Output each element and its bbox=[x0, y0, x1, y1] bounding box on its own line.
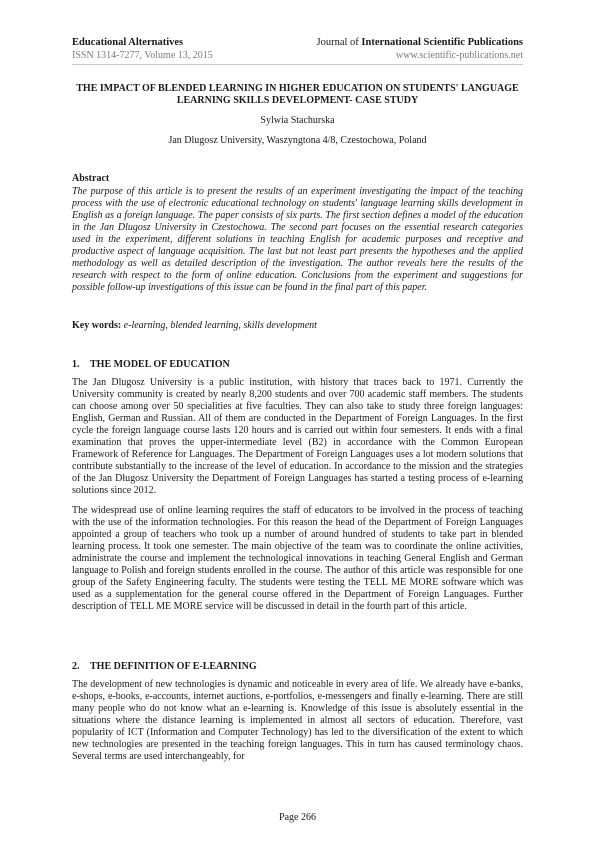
section-number: 2. bbox=[72, 661, 80, 672]
paragraph: The Jan Dlugosz University is a public institution, with history that traces back to 1971. Currently the University community is created by nearly 8,200 students and over 700 academic staff members. The students can choose among over 50 specialities at five faculties. They can also take to study three foreign languages: English, German and Russian. All of them are conducted in the Department of Foreign Languages. In the first cycle the foreign language course lasts 120 hours and is carried out within four semesters. It ends with a final examination that proves the upper-intermediate level (B2) in accordance with the Common European Framework of Reference for Languages. The Department of Foreign Languages uses a lot modern solutions that contribute substantially to the increase of the level of education. In accordance to the mission and the strategies of the Jan Długosz University the Department of Foreign Languages has started a testing process of e-learning solutions since 2012. bbox=[72, 377, 523, 496]
header-divider bbox=[72, 64, 523, 65]
publisher-name: International Scientific Publications bbox=[361, 37, 523, 48]
journal-header-right bbox=[263, 36, 523, 62]
paper-author: Sylwia Stachurska bbox=[260, 115, 335, 126]
journal-name: Educational Alternatives bbox=[72, 37, 184, 48]
section-heading bbox=[72, 359, 230, 371]
section-title: THE MODEL OF EDUCATION bbox=[90, 359, 230, 370]
paper-title: THE IMPACT OF BLENDED LEARNING IN HIGHER EDUCATION ON STUDENTS' LANGUAGE LEARNING SKILLS DEVELOPMENT- CASE STUDY bbox=[76, 83, 519, 106]
page-number: Page 266 bbox=[279, 812, 316, 823]
publisher-prefix: Journal of bbox=[316, 37, 362, 48]
abstract-heading: Abstract bbox=[72, 173, 110, 184]
publisher-title bbox=[263, 36, 523, 49]
keywords-label: Key words: bbox=[72, 320, 122, 331]
section-title: THE DEFINITION OF E-LEARNING bbox=[90, 661, 257, 672]
section-heading bbox=[72, 661, 257, 673]
keywords-list: e-learning, blended learning, skills development bbox=[123, 320, 317, 331]
paragraph: The development of new technologies is dynamic and noticeable in every area of life. We already have e-banks, e-shops, e-books, e-accounts, internet auctions, e-portfolios, e-messengers and finally e-learning. There are still many people who do not know what an e-learning is. Knowledge of this issue is absolutely essential in the situations where the distance learning is implemented in almost all sectors of education. Therefore, vast popularity of ICT (Information and Computer Technology) has led to the diversification of the extent to which new technologies are presented in the teaching foreign languages. This in turn has caused terminology chaos. Several terms are used interchangeably, for bbox=[72, 679, 523, 762]
section-number: 1. bbox=[72, 359, 80, 370]
keywords bbox=[72, 320, 523, 332]
journal-header-left bbox=[72, 36, 292, 62]
paragraph: The widespread use of online learning requires the staff of educators to be involved in the process of teaching with the use of the information technologies. For this reason the head of the Department of Foreign Languages appointed a group of teachers who took up a number of around hundred of students to take part in blended learning process. It took one semester. The main objective of the team was to coordinate the online activities, administrate the course and implement the technological innovations in teaching General English and German language to Polish and foreign students enrolled in the course. The author of this article was responsible for one group of the Safety Engineering faculty. The students were testing the TELL ME MORE software which was used as a supplementation for the general course offered in the Department of Foreign Languages. Further description of TELL ME MORE service will be discussed in detail in the fourth part of this article. bbox=[72, 505, 523, 612]
journal-issn: ISSN 1314-7277, Volume 13, 2015 bbox=[72, 50, 213, 61]
publisher-url[interactable]: www.scientific-publications.net bbox=[395, 50, 523, 61]
author-affiliation: Jan Dlugosz University, Waszyngtona 4/8, Czestochowa, Poland bbox=[168, 135, 427, 146]
abstract-text: The purpose of this article is to present the results of an experiment investigating the impact of the teaching process with the use of electronic educational technology on students' language learning skills development in English as a foreign language. The paper consists of six parts. The first section defines a model of the education in the Jan Dlugosz University in Czestochowa. The second part focuses on the essential research categories used in the experiment, different solutions in teaching English for academic purposes and receptive and productive aspect of language acquisition. The last but not least part presents the hypotheses and the applied methodology as well as detailed description of the investigation. The author reveals here the results of the research with respect to the form of online education. Conclusions from the experiment and suggestions for possible follow-up investigations of this issue can be found in the final part of this paper. bbox=[72, 186, 523, 293]
